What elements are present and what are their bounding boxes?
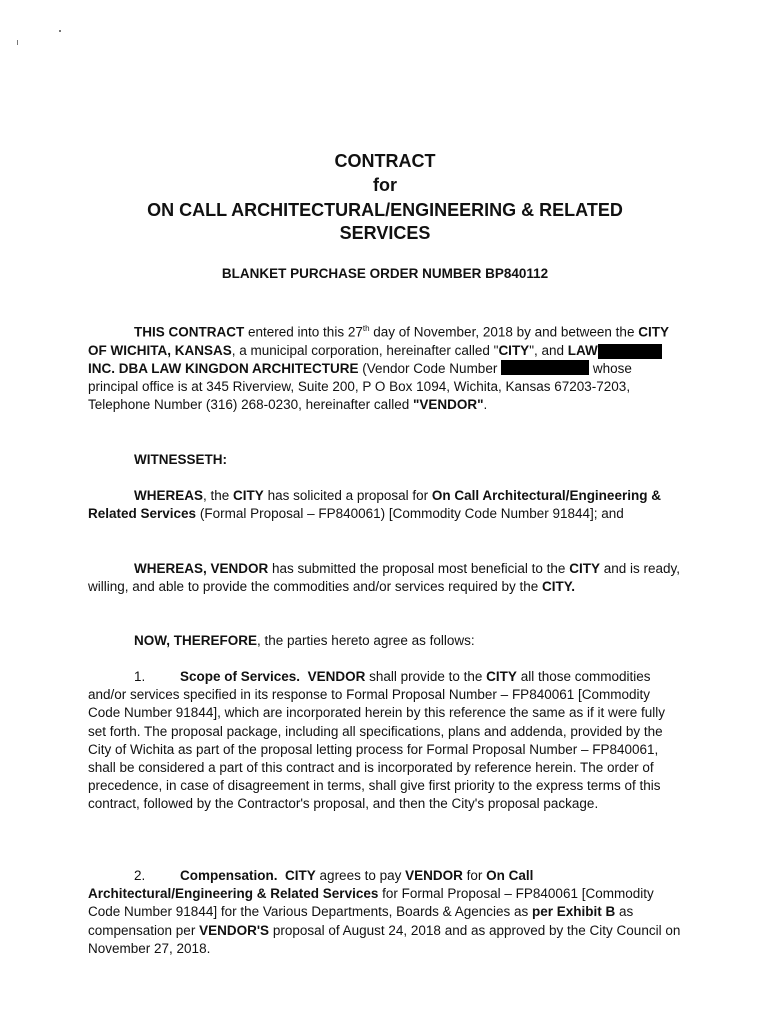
opening-paragraph: THIS CONTRACT entered into this 27th day of November, 2018 by and between the CITY OF WICHITA, KANSAS, a municipal corporation, hereinafter called "CITY", and LAWKINGDON INC. DBA LAW KINGDON ARCHITECTURE (Vendor Code Number whose principal office is at 345 Riverview, Suite 200, P O Box 1094, Wichita, Kansas 67203-7203, Telephone Number (316) 268-0230, hereinafter called "VENDOR". <box>88 324 669 413</box>
redaction-box: KINGDON <box>597 344 662 360</box>
purchase-order-number: BLANKET PURCHASE ORDER NUMBER BP840112 <box>221 266 549 281</box>
now-therefore-paragraph: NOW, THEREFORE, the parties hereto agree as follows: <box>134 633 475 648</box>
witnesseth-heading: WITNESSETH: <box>134 452 227 467</box>
whereas-submitted-paragraph: WHEREAS, VENDOR has submitted the proposal most beneficial to the CITY and is ready, willing, and able to provide the commodities and/or services required by the CITY. <box>88 561 681 595</box>
title-contract: CONTRACT <box>334 151 436 171</box>
title-services-line1: ON CALL ARCHITECTURAL/ENGINEERING & RELATED <box>147 200 623 220</box>
section-compensation: 2. Compensation. CITY agrees to pay VENDOR for On Call Architectural/Engineering & Related Services for Formal Proposal – FP840061 [Commodity Code Number 91844] for the Various Departments, Boards & Agencies as per Exhibit B as compensation per VENDOR'S proposal of August 24, 2018 and as approved by the City Council on November 27, 2018. <box>88 868 681 956</box>
whereas-solicited-paragraph: WHEREAS, the CITY has solicited a proposal for On Call Architectural/Engineering & Related Services (Formal Proposal – FP840061) [Commodity Code Number 91844]; and <box>88 488 661 522</box>
title-services-line2: SERVICES <box>339 223 431 243</box>
scan-speck <box>17 40 18 45</box>
scan-speck <box>59 30 61 32</box>
section-scope-of-services: 1. Scope of Services. VENDOR shall provide to the CITY all those commodities and/or services specified in its response to Formal Proposal Number – FP840061 [Commodity Code Number 91844], which are incorporated herein by this reference the same as if it were fully set forth. The proposal package, including all specifications, plans and addenda, provided by the City of Wichita as part of the proposal letting process for Formal Proposal Number – FP840061, shall be considered a part of this contract and is incorporated by reference herein. The order of precedence, in case of disagreement in terms, shall give first priority to the express terms of this contract, followed by the Contractor's proposal, and then the City's proposal package. <box>88 669 666 812</box>
redaction-box <box>501 360 589 375</box>
title-for: for <box>373 175 397 195</box>
